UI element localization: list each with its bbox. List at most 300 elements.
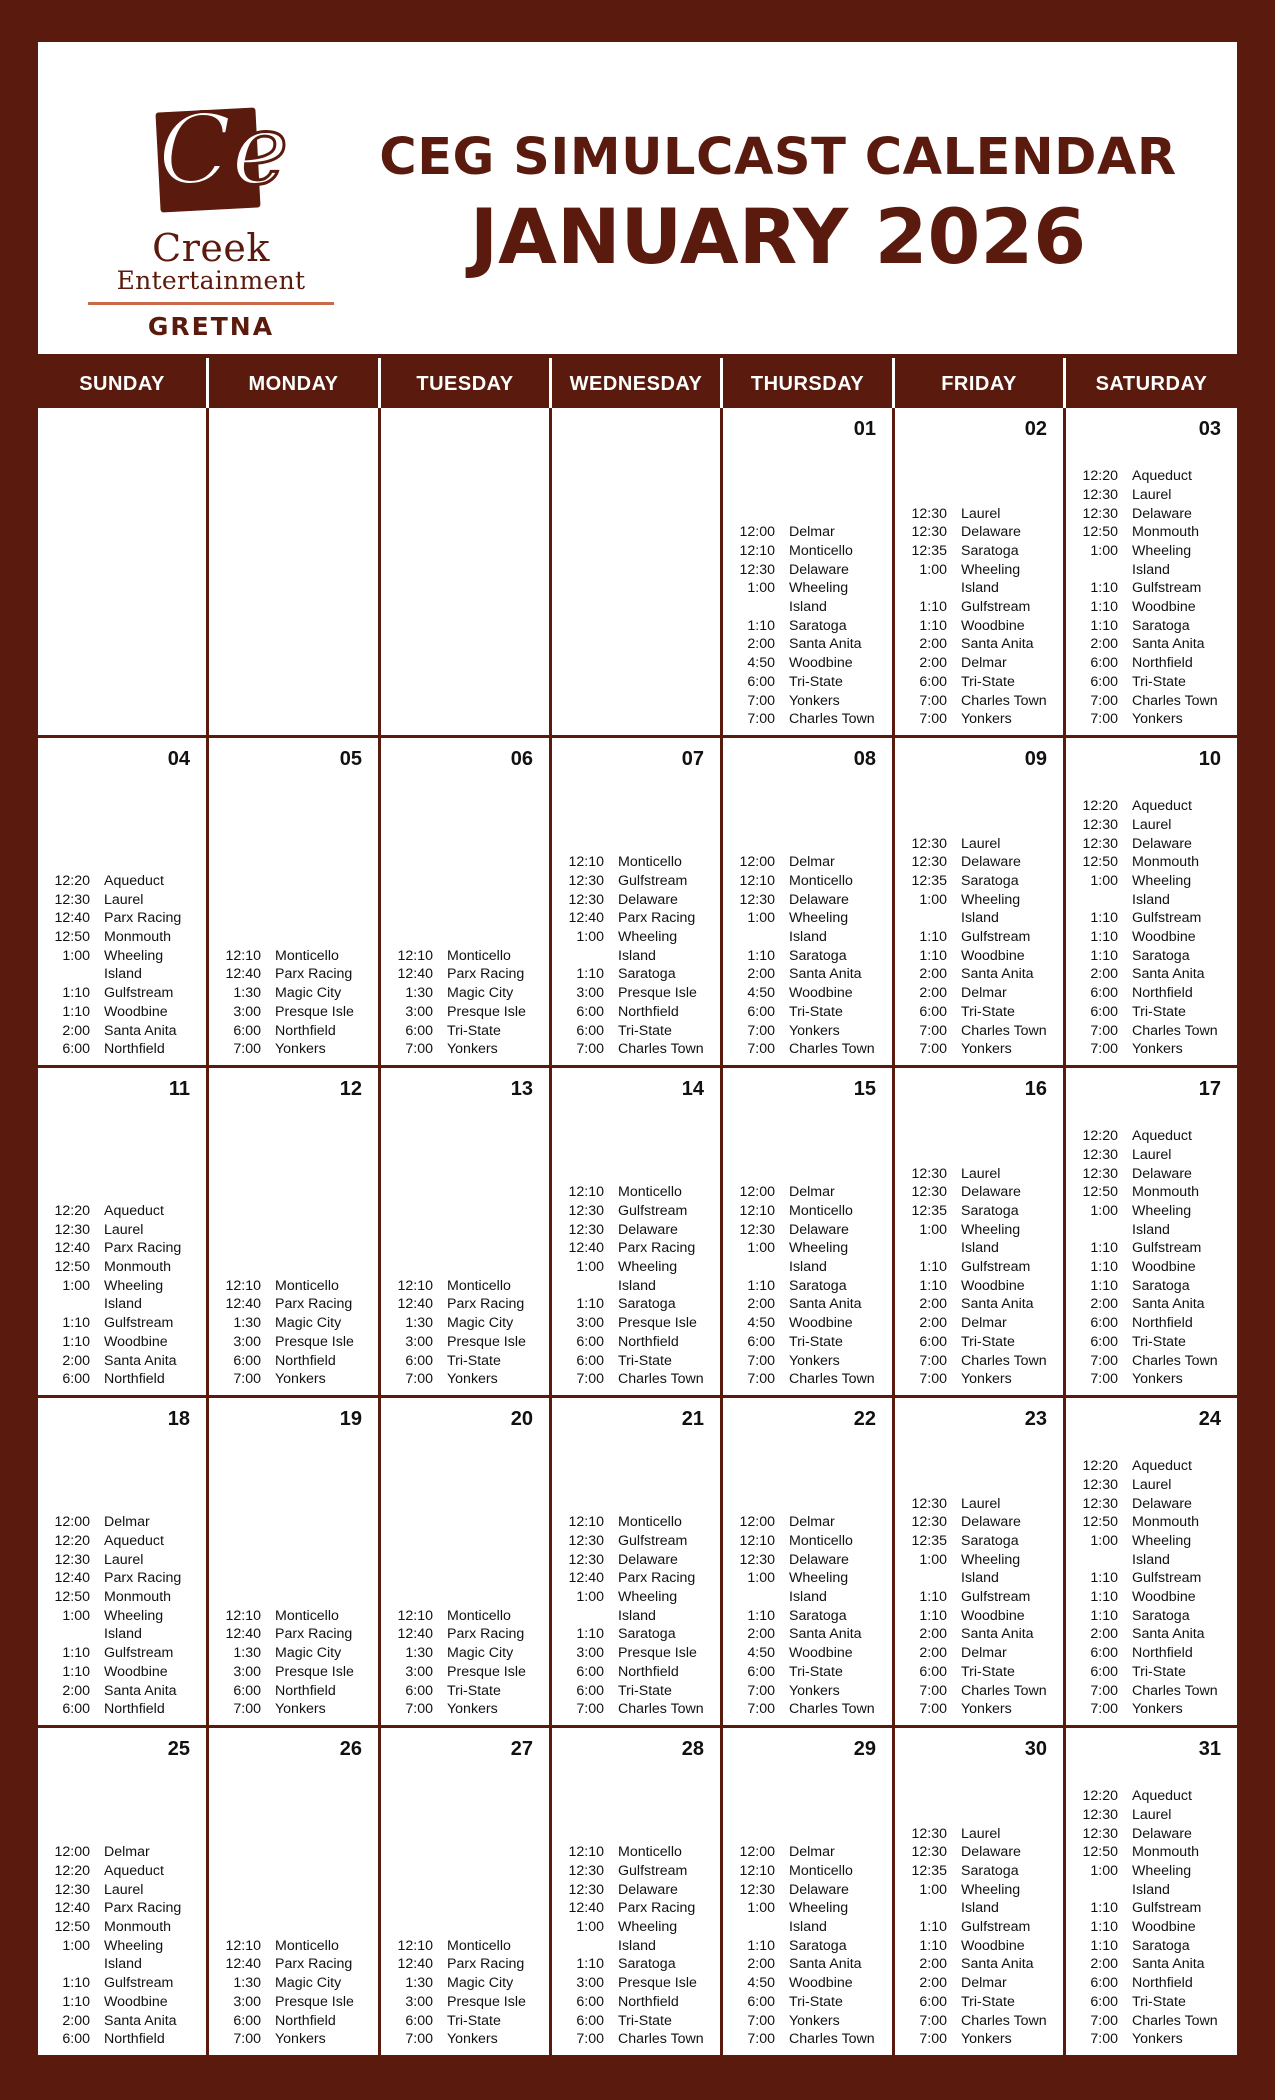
race-entry xyxy=(1066,1644,1237,1663)
race-entry xyxy=(895,928,1063,947)
race-time: 12:35 xyxy=(911,1202,947,1219)
race-track: Aqueduct xyxy=(1132,1458,1192,1475)
calendar-page xyxy=(38,42,1237,2054)
race-entry xyxy=(723,1532,892,1551)
race-entry xyxy=(723,853,892,872)
race-time xyxy=(552,947,604,966)
race-track: Gulfstream xyxy=(104,1315,174,1332)
race-time: 6:00 xyxy=(233,1022,261,1039)
race-entry xyxy=(38,1607,206,1626)
race-time: 1:00 xyxy=(576,1919,604,1936)
race-entry xyxy=(723,1277,892,1296)
race-track: Delaware xyxy=(961,1184,1021,1201)
race-time: 3:00 xyxy=(233,1003,261,1020)
day-cell-16 xyxy=(895,1068,1063,1395)
race-track: Monticello xyxy=(447,947,511,964)
race-entry xyxy=(1066,1314,1237,1333)
race-entry xyxy=(1066,1937,1237,1956)
race-time: 3:00 xyxy=(576,1645,604,1662)
day-cell-15 xyxy=(723,1068,892,1395)
race-entry xyxy=(895,505,1063,524)
race-time: 12:30 xyxy=(911,1184,947,1201)
race-time: 7:00 xyxy=(747,1701,775,1718)
race-entry xyxy=(1066,1955,1237,1974)
race-track: Gulfstream xyxy=(1132,1240,1202,1257)
race-time xyxy=(895,1239,947,1258)
race-time: 2:00 xyxy=(1090,1626,1118,1643)
race-track: Yonkers xyxy=(789,2012,840,2029)
race-entry xyxy=(723,654,892,673)
race-entry xyxy=(38,2012,206,2031)
race-time: 12:30 xyxy=(1082,1476,1118,1493)
day-cell-24 xyxy=(1066,1398,1237,1725)
race-time: 7:00 xyxy=(233,1371,261,1388)
race-entry xyxy=(895,710,1063,729)
weekday-header-monday: MONDAY xyxy=(209,362,378,406)
race-time xyxy=(895,1569,947,1588)
day-number: 09 xyxy=(1024,748,1047,770)
race-time: 1:10 xyxy=(919,1607,947,1624)
race-entry xyxy=(552,1295,720,1314)
race-track: Yonkers xyxy=(275,1371,326,1388)
logo-wordmark-entertainment: Entertainment xyxy=(116,266,306,295)
race-track: Parx Racing xyxy=(275,966,353,983)
race-time: 6:00 xyxy=(1090,1333,1118,1350)
race-track: Charles Town xyxy=(1132,2012,1218,2029)
race-entry xyxy=(895,1825,1063,1844)
race-track: Presque Isle xyxy=(275,1003,354,1020)
race-track: Wheeling xyxy=(961,561,1021,578)
race-entry xyxy=(38,1239,206,1258)
race-time: 7:00 xyxy=(233,1701,261,1718)
race-list xyxy=(552,1513,720,1719)
race-track: Magic City xyxy=(275,985,342,1002)
race-list xyxy=(1066,1787,1237,2049)
race-track: Island xyxy=(104,1956,142,1973)
race-entry xyxy=(381,1040,549,1059)
race-entry xyxy=(723,1955,892,1974)
race-entry xyxy=(1066,1682,1237,1701)
race-track: Charles Town xyxy=(961,692,1047,709)
race-time: 1:00 xyxy=(747,1240,775,1257)
race-entry xyxy=(552,947,720,966)
race-list xyxy=(552,853,720,1059)
race-time: 7:00 xyxy=(919,1041,947,1058)
race-list xyxy=(895,505,1063,729)
race-entry xyxy=(723,909,892,928)
race-track: Presque Isle xyxy=(447,1993,526,2010)
race-time: 12:00 xyxy=(739,524,775,541)
race-entry xyxy=(895,1881,1063,1900)
race-track: Island xyxy=(104,966,142,983)
race-track: Parx Racing xyxy=(618,1240,696,1257)
race-entry xyxy=(1066,2030,1237,2049)
race-track: Northfield xyxy=(1132,985,1193,1002)
race-time: 1:10 xyxy=(1090,910,1118,927)
race-entry xyxy=(895,654,1063,673)
race-entry xyxy=(552,1239,720,1258)
race-time: 1:10 xyxy=(1090,1589,1118,1606)
race-track: Tri-State xyxy=(1132,1993,1186,2010)
day-number: 30 xyxy=(1024,1738,1047,1760)
day-number: 02 xyxy=(1024,418,1047,440)
weekday-separator xyxy=(892,358,895,408)
race-track: Monticello xyxy=(789,1862,853,1879)
race-track: Laurel xyxy=(104,891,144,908)
race-entry xyxy=(552,1277,720,1296)
race-entry xyxy=(38,1370,206,1389)
day-cell-19 xyxy=(209,1398,378,1725)
race-track: Wheeling xyxy=(789,1570,849,1587)
race-entry xyxy=(723,1370,892,1389)
logo-divider xyxy=(88,302,334,305)
race-track: Woodbine xyxy=(961,1277,1025,1294)
race-entry xyxy=(552,1993,720,2012)
race-time: 12:30 xyxy=(568,891,604,908)
race-entry xyxy=(552,1881,720,1900)
race-track: Delaware xyxy=(618,1551,678,1568)
race-time: 7:00 xyxy=(747,2031,775,2048)
race-time: 12:40 xyxy=(397,1626,433,1643)
race-time: 12:10 xyxy=(225,947,261,964)
race-entry xyxy=(895,1239,1063,1258)
race-time xyxy=(723,1588,775,1607)
race-time: 6:00 xyxy=(576,1352,604,1369)
race-time: 12:30 xyxy=(1082,505,1118,522)
race-track: Monmouth xyxy=(1132,524,1200,541)
race-entry xyxy=(895,1569,1063,1588)
race-entry xyxy=(723,617,892,636)
race-track: Charles Town xyxy=(1132,1022,1218,1039)
race-track: Yonkers xyxy=(789,1682,840,1699)
race-track: Presque Isle xyxy=(618,1975,697,1992)
race-track: Presque Isle xyxy=(618,985,697,1002)
race-entry xyxy=(895,872,1063,891)
race-entry xyxy=(209,1682,378,1701)
race-time xyxy=(38,965,90,984)
race-track: Delaware xyxy=(961,1844,1021,1861)
race-time xyxy=(552,1607,604,1626)
race-time: 7:00 xyxy=(747,1352,775,1369)
race-time: 12:40 xyxy=(397,1956,433,1973)
race-track: Magic City xyxy=(275,1315,342,1332)
race-list xyxy=(723,523,892,729)
race-track: Magic City xyxy=(447,1645,514,1662)
race-entry xyxy=(1066,692,1237,711)
race-entry xyxy=(381,1003,549,1022)
race-entry xyxy=(552,2012,720,2031)
race-track: Gulfstream xyxy=(104,1975,174,1992)
race-track: Woodbine xyxy=(1132,929,1196,946)
weekday-header-thursday: THURSDAY xyxy=(723,362,892,406)
race-time: 12:20 xyxy=(54,1532,90,1549)
race-time: 6:00 xyxy=(747,1333,775,1350)
race-time: 12:40 xyxy=(54,910,90,927)
race-entry xyxy=(1066,1974,1237,1993)
race-track: Tri-State xyxy=(789,673,843,690)
race-time: 6:00 xyxy=(62,2031,90,2048)
race-entry xyxy=(1066,1663,1237,1682)
race-track: Laurel xyxy=(1132,1806,1172,1823)
race-track: Parx Racing xyxy=(104,1570,182,1587)
race-track: Delmar xyxy=(789,524,835,541)
race-time: 6:00 xyxy=(1090,1993,1118,2010)
race-entry xyxy=(895,965,1063,984)
race-entry xyxy=(552,1202,720,1221)
race-track: Charles Town xyxy=(961,1022,1047,1039)
race-time: 12:30 xyxy=(54,891,90,908)
day-cell-21 xyxy=(552,1398,720,1725)
race-time: 12:30 xyxy=(54,1221,90,1238)
race-time: 7:00 xyxy=(919,2012,947,2029)
race-track: Delmar xyxy=(104,1844,150,1861)
race-entry xyxy=(552,1022,720,1041)
race-time: 12:40 xyxy=(225,1956,261,1973)
race-entry xyxy=(38,947,206,966)
race-entry xyxy=(723,1239,892,1258)
race-track: Charles Town xyxy=(789,711,875,728)
race-time: 7:00 xyxy=(919,711,947,728)
race-time: 1:10 xyxy=(1090,1900,1118,1917)
race-entry xyxy=(1066,579,1237,598)
race-time: 6:00 xyxy=(919,673,947,690)
race-track: Parx Racing xyxy=(447,1296,525,1313)
race-time: 12:30 xyxy=(739,561,775,578)
race-track: Delmar xyxy=(961,1975,1007,1992)
day-cell-25 xyxy=(38,1728,206,2055)
race-time: 2:00 xyxy=(747,636,775,653)
race-track: Woodbine xyxy=(1132,1919,1196,1936)
race-entry xyxy=(723,1569,892,1588)
race-track: Yonkers xyxy=(1132,2031,1183,2048)
race-time: 12:30 xyxy=(911,835,947,852)
race-time: 12:00 xyxy=(739,1844,775,1861)
race-time: 2:00 xyxy=(919,1975,947,1992)
race-entry xyxy=(552,1899,720,1918)
race-time: 12:10 xyxy=(568,1184,604,1201)
race-time: 1:10 xyxy=(62,1315,90,1332)
race-track: Delaware xyxy=(789,561,849,578)
race-time: 7:00 xyxy=(919,2031,947,2048)
race-track: Tri-State xyxy=(961,1993,1015,2010)
race-time: 12:30 xyxy=(1082,486,1118,503)
race-time: 6:00 xyxy=(576,1682,604,1699)
race-entry xyxy=(209,1352,378,1371)
race-time: 2:00 xyxy=(919,1645,947,1662)
race-entry xyxy=(381,1607,549,1626)
race-time: 7:00 xyxy=(1090,2012,1118,2029)
race-time xyxy=(552,1937,604,1956)
day-number: 27 xyxy=(510,1738,533,1760)
race-entry xyxy=(895,1955,1063,1974)
race-entry xyxy=(38,1513,206,1532)
race-time: 6:00 xyxy=(576,1663,604,1680)
race-entry xyxy=(1066,1513,1237,1532)
race-entry xyxy=(723,2012,892,2031)
race-track: Monmouth xyxy=(1132,1844,1200,1861)
race-time: 1:10 xyxy=(1090,1240,1118,1257)
race-entry xyxy=(381,1974,549,1993)
logo-mark-glyph: Ce xyxy=(158,94,289,206)
race-entry xyxy=(895,1682,1063,1701)
race-track: Monmouth xyxy=(104,1919,172,1936)
race-time: 1:30 xyxy=(233,985,261,1002)
race-entry xyxy=(895,891,1063,910)
race-time: 12:30 xyxy=(1082,816,1118,833)
weekday-separator xyxy=(378,358,381,408)
race-time: 1:10 xyxy=(1090,580,1118,597)
race-entry xyxy=(552,1644,720,1663)
race-time: 1:00 xyxy=(1090,542,1118,559)
race-time: 4:50 xyxy=(747,985,775,1002)
race-track: Delaware xyxy=(1132,1165,1192,1182)
race-track: Island xyxy=(1132,1221,1170,1238)
race-track: Tri-State xyxy=(1132,1663,1186,1680)
race-track: Laurel xyxy=(104,1551,144,1568)
race-time: 6:00 xyxy=(405,1352,433,1369)
race-entry xyxy=(552,1314,720,1333)
race-entry xyxy=(723,1352,892,1371)
race-entry xyxy=(38,1003,206,1022)
race-entry xyxy=(895,1551,1063,1570)
race-time: 12:40 xyxy=(568,1570,604,1587)
race-entry xyxy=(552,1040,720,1059)
race-track: Santa Anita xyxy=(961,636,1034,653)
race-track: Saratoga xyxy=(1132,617,1190,634)
race-track: Santa Anita xyxy=(1132,1956,1205,1973)
race-time: 12:50 xyxy=(1082,854,1118,871)
race-entry xyxy=(552,1918,720,1937)
race-entry xyxy=(38,1040,206,1059)
race-track: Gulfstream xyxy=(961,929,1031,946)
race-time xyxy=(38,1955,90,1974)
day-number: 12 xyxy=(339,1078,362,1100)
race-track: Gulfstream xyxy=(961,599,1031,616)
race-time: 12:30 xyxy=(1082,1165,1118,1182)
race-time: 7:00 xyxy=(1090,692,1118,709)
race-time: 6:00 xyxy=(405,2012,433,2029)
race-time: 1:00 xyxy=(747,1570,775,1587)
race-track: Monticello xyxy=(275,1277,339,1294)
day-cell-18 xyxy=(38,1398,206,1725)
race-entry xyxy=(895,984,1063,1003)
race-track: Presque Isle xyxy=(275,1333,354,1350)
race-track: Presque Isle xyxy=(618,1315,697,1332)
race-entry xyxy=(1066,1532,1237,1551)
race-time: 3:00 xyxy=(576,1975,604,1992)
day-number: 08 xyxy=(853,748,876,770)
race-time: 3:00 xyxy=(405,1993,433,2010)
race-entry xyxy=(1066,1588,1237,1607)
race-track: Parx Racing xyxy=(104,1900,182,1917)
race-track: Tri-State xyxy=(1132,1003,1186,1020)
race-track: Delmar xyxy=(789,1514,835,1531)
race-track: Parx Racing xyxy=(447,1626,525,1643)
race-track: Santa Anita xyxy=(961,1956,1034,1973)
race-time: 4:50 xyxy=(747,1975,775,1992)
race-time: 4:50 xyxy=(747,655,775,672)
day-number: 11 xyxy=(168,1078,190,1100)
race-track: Magic City xyxy=(447,1975,514,1992)
race-time: 1:10 xyxy=(747,1277,775,1294)
race-time: 2:00 xyxy=(747,1626,775,1643)
day-number: 26 xyxy=(339,1738,362,1760)
race-time: 12:40 xyxy=(397,966,433,983)
race-track: Aqueduct xyxy=(1132,798,1192,815)
race-list xyxy=(552,1843,720,2049)
race-track: Tri-State xyxy=(618,1022,672,1039)
race-list xyxy=(1066,797,1237,1059)
race-entry xyxy=(895,1937,1063,1956)
race-track: Charles Town xyxy=(789,1041,875,1058)
race-track: Gulfstream xyxy=(961,1259,1031,1276)
day-number: 29 xyxy=(853,1738,876,1760)
race-time: 1:10 xyxy=(919,1259,947,1276)
race-time: 1:10 xyxy=(919,1277,947,1294)
race-entry xyxy=(552,928,720,947)
race-time: 12:30 xyxy=(911,505,947,522)
race-track: Delaware xyxy=(789,1551,849,1568)
race-time: 2:00 xyxy=(1090,966,1118,983)
race-time: 2:00 xyxy=(747,1296,775,1313)
race-entry xyxy=(38,1221,206,1240)
race-entry xyxy=(1066,505,1237,524)
race-track: Woodbine xyxy=(104,1333,168,1350)
race-time: 1:10 xyxy=(576,1626,604,1643)
race-time: 6:00 xyxy=(576,1333,604,1350)
day-number: 15 xyxy=(853,1078,876,1100)
race-entry xyxy=(381,1700,549,1719)
race-entry xyxy=(723,1295,892,1314)
race-time: 12:30 xyxy=(739,891,775,908)
race-time: 12:30 xyxy=(911,1495,947,1512)
day-cell-10 xyxy=(1066,738,1237,1065)
race-track: Delaware xyxy=(1132,1825,1192,1842)
race-track: Monticello xyxy=(789,1532,853,1549)
race-time: 12:40 xyxy=(568,910,604,927)
race-entry xyxy=(723,1607,892,1626)
race-entry xyxy=(1066,673,1237,692)
race-entry xyxy=(209,2030,378,2049)
race-entry xyxy=(723,1937,892,1956)
race-time xyxy=(1066,1221,1118,1240)
race-time: 12:30 xyxy=(739,1881,775,1898)
logo-location: GRETNA xyxy=(147,312,275,341)
race-track: Delmar xyxy=(961,655,1007,672)
race-track: Aqueduct xyxy=(104,1202,164,1219)
race-list xyxy=(1066,467,1237,729)
race-time: 2:00 xyxy=(62,1682,90,1699)
race-time: 6:00 xyxy=(1090,1975,1118,1992)
race-time: 6:00 xyxy=(233,1352,261,1369)
race-entry xyxy=(381,1937,549,1956)
race-track: Monticello xyxy=(789,872,853,889)
race-track: Northfield xyxy=(618,1333,679,1350)
race-time: 12:30 xyxy=(911,1844,947,1861)
day-cell-27 xyxy=(381,1728,549,2055)
race-time: 12:40 xyxy=(568,1240,604,1257)
race-track: Gulfstream xyxy=(618,1202,688,1219)
race-entry xyxy=(723,1644,892,1663)
race-track: Saratoga xyxy=(789,1937,847,1954)
race-track: Saratoga xyxy=(789,1277,847,1294)
race-time: 1:00 xyxy=(747,580,775,597)
race-time: 12:40 xyxy=(54,1900,90,1917)
race-time: 12:10 xyxy=(397,1607,433,1624)
race-entry xyxy=(552,2030,720,2049)
race-time: 12:40 xyxy=(568,1900,604,1917)
race-entry xyxy=(209,1022,378,1041)
